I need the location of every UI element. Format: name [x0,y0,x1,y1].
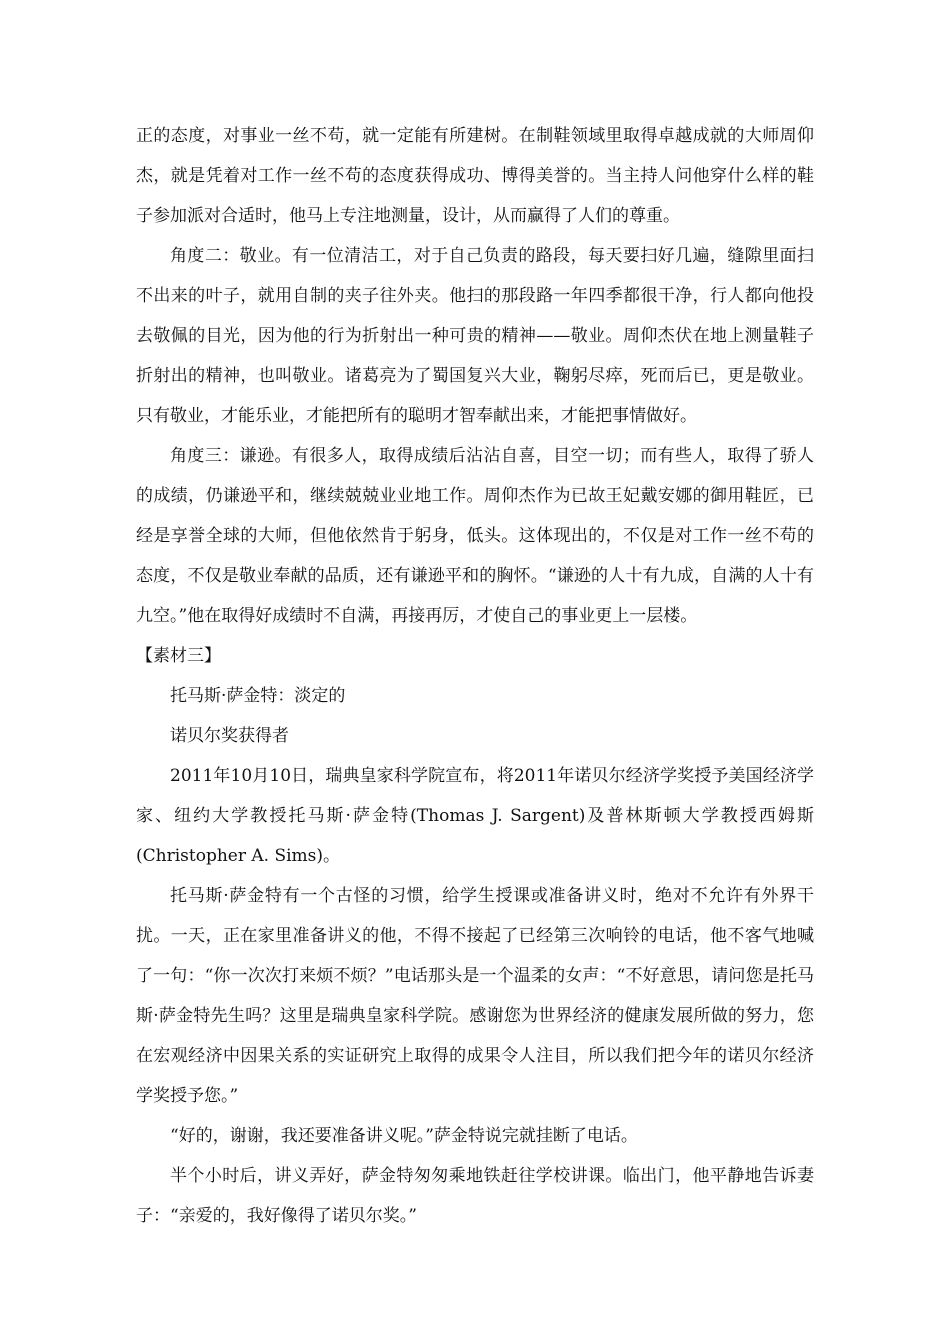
paragraph-angle-three: 角度三：谦逊。有很多人，取得成绩后沾沾自喜，目空一切；而有些人，取得了骄人的成绩，仍谦逊平和，继续兢兢业业地工作。周仰杰作为已故王妃戴安娜的御用鞋匠，已经是享誉全球的大师，但他依然肯于躬身，低头。这体现出的，不仅是对工作一丝不苟的态度，不仅是敬业奉献的品质，还有谦逊平和的胸怀。“谦逊的人十有九成，自满的人十有九空。”他在取得好成绩时不自满，再接再厉，才使自己的事业更上一层楼。 [136,446,814,626]
paragraph-continuation: 正的态度，对事业一丝不苟，就一定能有所建树。在制鞋领域里取得卓越成就的大师周仰杰，就是凭着对工作一丝不苟的态度获得成功、博得美誉的。当主持人问他穿什么样的鞋子参加派对合适时，他马上专注地测量，设计，从而赢得了人们的尊重。 [136,126,814,226]
paragraph-sargent-habit: 托马斯·萨金特有一个古怪的习惯，给学生授课或准备讲义时，绝对不允许有外界干扰。一天，正在家里准备讲义的他，不得不接起了已经第三次响铃的电话，他不客气地喊了一句：“你一次次打来烦不烦？”电话那头是一个温柔的女声：“不好意思，请问您是托马斯·萨金特先生吗？这里是瑞典皇家科学院。感谢您为世界经济的健康发展所做的努力，您在宏观经济中因果关系的实证研究上取得的成果令人注目，所以我们把今年的诺贝尔经济学奖授予您。” [136,886,814,1106]
paragraph-nobel-announcement: 2011年10月10日，瑞典皇家科学院宣布，将2011年诺贝尔经济学奖授予美国经济学家、纽约大学教授托马斯·萨金特(Thomas J. Sargent)及普林斯顿大学教授西姆斯(Christopher A. Sims)。 [136,766,814,866]
subtitle-line-one: 托马斯·萨金特：淡定的 [170,686,346,706]
section-heading-material-three: 【素材三】 [136,646,221,666]
document-body [136,116,814,1236]
paragraph-sargent-wife: 半个小时后，讲义弄好，萨金特匆匆乘地铁赶往学校讲课。临出门，他平静地告诉妻子：“亲爱的，我好像得了诺贝尔奖。” [136,1166,814,1226]
paragraph-angle-two: 角度二：敬业。有一位清洁工，对于自己负责的路段，每天要扫好几遍，缝隙里面扫不出来的叶子，就用自制的夹子往外夹。他扫的那段路一年四季都很干净，行人都向他投去敬佩的目光，因为他的行为折射出一种可贵的精神——敬业。周仰杰伏在地上测量鞋子折射出的精神，也叫敬业。诸葛亮为了蜀国复兴大业，鞠躬尽瘁，死而后已，更是敬业。只有敬业，才能乐业，才能把所有的聪明才智奉献出来，才能把事情做好。 [136,246,814,426]
paragraph-sargent-reply: “好的，谢谢，我还要准备讲义呢。”萨金特说完就挂断了电话。 [170,1126,638,1146]
subtitle-line-two: 诺贝尔奖获得者 [170,726,289,746]
